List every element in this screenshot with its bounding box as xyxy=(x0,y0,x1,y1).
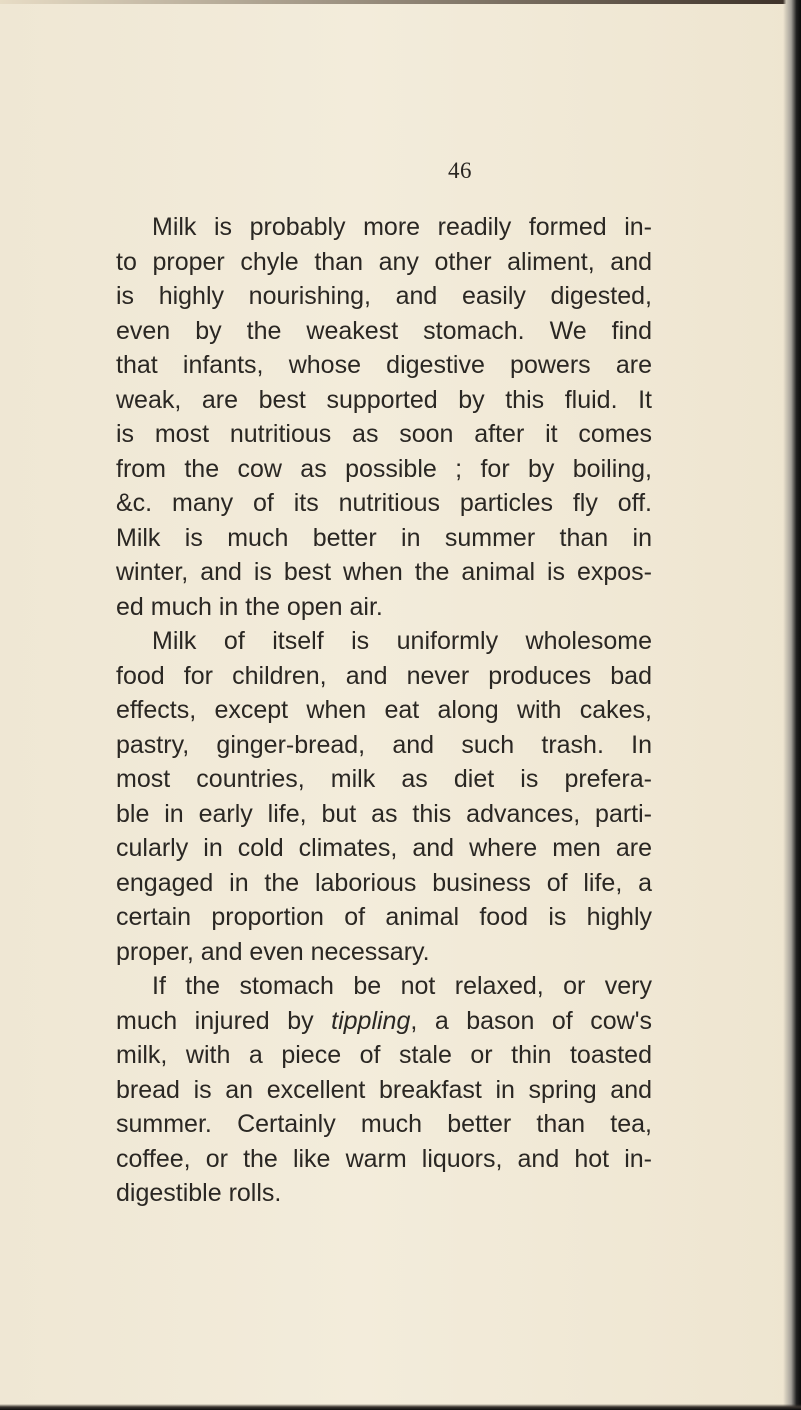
paragraph-1-line-9: &c. many of its nutritious particles fly off. xyxy=(116,489,652,517)
paragraph-2 xyxy=(116,624,652,969)
paragraph-1-line-8: from the cow as possible ; for by boiling, xyxy=(116,454,652,483)
paragraph-2-line-8: engaged in the laborious business of life, a xyxy=(116,868,652,897)
paragraph-3-line-3: milk, with a piece of stale or thin toasted xyxy=(116,1041,652,1069)
paragraph-3-line-7: digestible rolls. xyxy=(116,1179,282,1207)
paragraph-2-line-6: ble in early life, but as this advances, parti- xyxy=(116,799,652,828)
paragraph-2-line-5: most countries, milk as diet is prefera- xyxy=(116,765,652,793)
paragraph-1-line-3: is highly nourishing, and easily digested, xyxy=(116,282,652,310)
paragraph-3-line-2-before: much injured by xyxy=(116,1006,332,1035)
paragraph-2-line-7: cularly in cold climates, and where men are xyxy=(116,834,652,862)
page-right-edge xyxy=(783,0,801,1410)
page-top-edge xyxy=(0,0,801,4)
page-number: 46 xyxy=(448,158,472,183)
paragraph-1-line-12: ed much in the open air. xyxy=(116,592,383,621)
paragraph-3-line-5: summer. Certainly much better than tea, xyxy=(116,1110,652,1138)
paragraph-1-line-11: winter, and is best when the animal is expos- xyxy=(116,558,652,586)
body-text xyxy=(116,210,652,1211)
paragraph-2-line-2: food for children, and never produces bad xyxy=(116,661,652,690)
paragraph-3-line-6: coffee, or the like warm liquors, and hot in- xyxy=(116,1144,652,1173)
paragraph-3 xyxy=(116,969,652,1211)
paragraph-2-line-3: effects, except when eat along with cakes, xyxy=(116,696,652,724)
paragraph-3-line-4: bread is an excellent breakfast in spring and xyxy=(116,1075,652,1104)
paragraph-1-line-4: even by the weakest stomach. We find xyxy=(116,316,652,345)
page-bottom-edge xyxy=(0,1404,801,1410)
paragraph-1-line-1: Milk is probably more readily formed in- xyxy=(152,213,652,241)
paragraph-2-line-1: Milk of itself is uniformly wholesome xyxy=(152,627,652,655)
paragraph-2-line-10: proper, and even necessary. xyxy=(116,937,430,966)
paragraph-2-line-4: pastry, ginger-bread, and such trash. In xyxy=(116,730,652,759)
paragraph-1-line-10: Milk is much better in summer than in xyxy=(116,523,652,552)
italic-tippling: tippling xyxy=(331,1006,411,1035)
paragraph-3-line-2-after: , a bason of cow's xyxy=(410,1006,652,1035)
paragraph-1-line-7: is most nutritious as soon after it comes xyxy=(116,420,652,448)
paragraph-1-line-6: weak, are best supported by this fluid. It xyxy=(116,385,652,414)
paragraph-3-line-1: If the stomach be not relaxed, or very xyxy=(152,972,652,1000)
paragraph-2-line-9: certain proportion of animal food is highly xyxy=(116,903,652,931)
paragraph-1-line-2: to proper chyle than any other aliment, and xyxy=(116,247,652,276)
paragraph-1-line-5: that infants, whose digestive powers are xyxy=(116,351,652,379)
paragraph-3-line-2 xyxy=(116,1004,652,1039)
paragraph-1 xyxy=(116,210,652,624)
